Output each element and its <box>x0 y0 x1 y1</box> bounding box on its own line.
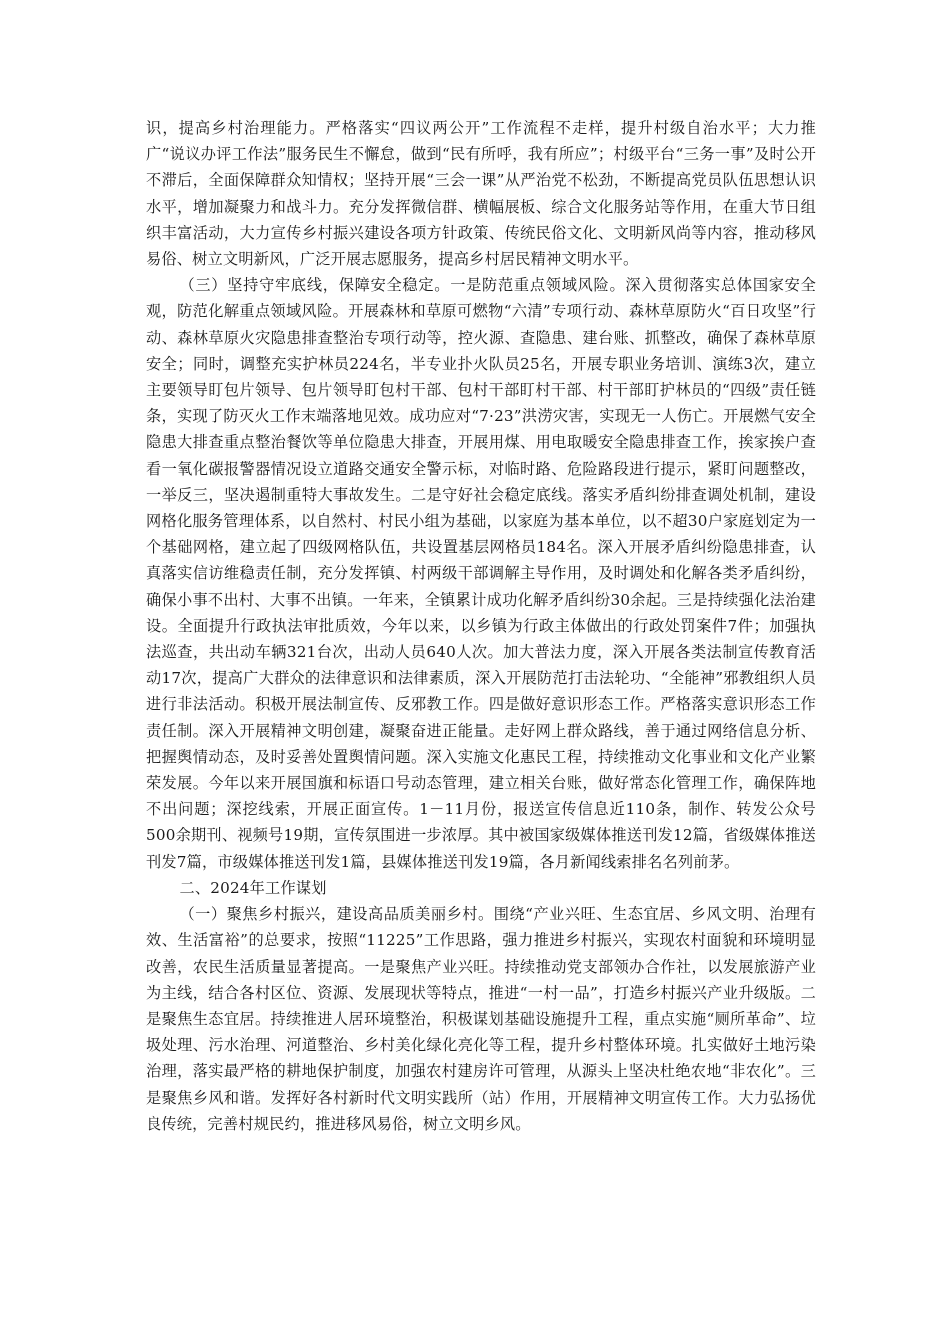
paragraph-village-governance: 识，提高乡村治理能力。严格落实“四议两公开”工作流程不走样，提升村级自治水平；大力推广“说议办评工作法”服务民生不懈怠，做到“民有所呼，我有所应”；村级平台“三务一事”及时公开不滞后，全面保障群众知情权；坚持开展“三会一课”从严治党不松劲，不断提高党员队伍思想认识水平，增加凝聚力和战斗力。充分发挥微信群、横幅展板、综合文化服务站等作用，在重大节日组织丰富活动，大力宣传乡村振兴建设各项方针政策、传统民俗文化、文明新风尚等内容，推动移风易俗、树立文明新风，广泛开展志愿服务，提高乡村居民精神文明水平。 <box>146 119 816 269</box>
document-body <box>146 115 816 1137</box>
paragraph-safety-stability: （三）坚持守牢底线，保障安全稳定。一是防范重点领域风险。深入贯彻落实总体国家安全观，防范化解重点领域风险。开展森林和草原可燃物“六清”专项行动、森林草原防火“百日攻坚”行动、森林草原火灾隐患排查整治专项行动等，控火源、查隐患、建台账、抓整改，确保了森林草原安全；同时，调整充实护林员224名，半专业扑火队员25名，开展专职业务培训、演练3次，建立主要领导盯包片领导、包片领导盯包村干部、包村干部盯村干部、村干部盯护林员的“四级”责任链条，实现了防灭火工作末端落地见效。成功应对“7·23”洪涝灾害，实现无一人伤亡。开展燃气安全隐患大排查重点整治餐饮等单位隐患大排查，开展用煤、用电取暖安全隐患排查工作，挨家挨户查看一氧化碳报警器情况设立道路交通安全警示标，对临时路、危险路段进行提示，紧盯问题整改，一举反三，坚决遏制重特大事故发生。二是守好社会稳定底线。落实矛盾纠纷排查调处机制，建设网格化服务管理体系，以自然村、村民小组为基础，以家庭为基本单位，以不超30户家庭划定为一个基础网格，建立起了四级网格队伍，共设置基层网格员184名。深入开展矛盾纠纷隐患排查，认真落实信访维稳责任制，充分发挥镇、村两级干部调解主导作用，及时调处和化解各类矛盾纠纷，确保小事不出村、大事不出镇。一年来，全镇累计成功化解矛盾纠纷30余起。三是持续强化法治建设。全面提升行政执法审批质效，今年以来，以乡镇为行政主体做出的行政处罚案件7件；加强执法巡查，共出动车辆321台次，出动人员640人次。加大普法力度，深入开展各类法制宣传教育活动17次，提高广大群众的法律意识和法律素质，深入开展防范打击法轮功、“全能神”邪教组织人员进行非法活动。积极开展法制宣传、反邪教工作。四是做好意识形态工作。严格落实意识形态工作责任制。深入开展精神文明创建，凝聚奋进正能量。走好网上群众路线，善于通过网络信息分析、把握舆情动态，及时妥善处置舆情问题。深入实施文化惠民工程，持续推动文化事业和文化产业繁荣发展。今年以来开展国旗和标语口号动态管理，建立相关台账，做好常态化管理工作，确保阵地不出问题；深挖线索，开展正面宣传。1－11月份，报送宣传信息近110条，制作、转发公众号500余期刊、视频号19期，宣传氛围进一步浓厚。其中被国家级媒体推送刊发12篇，省级媒体推送刊发7篇，市级媒体推送刊发1篇，县媒体推送刊发19篇，各月新闻线索排名名列前茅。 <box>146 276 816 871</box>
paragraph-rural-revitalization: （一）聚焦乡村振兴，建设高品质美丽乡村。围绕“产业兴旺、生态宜居、乡风文明、治理有效、生活富裕”的总要求，按照“11225”工作思路，强力推进乡村振兴，实现农村面貌和环境明显改善，农民生活质量显著提高。一是聚焦产业兴旺。持续推动党支部领办合作社，以发展旅游产业为主线，结合各村区位、资源、发展现状等特点，推进“一村一品”，打造乡村振兴产业升级版。二是聚焦生态宜居。持续推进人居环境整治，积极谋划基础设施提升工程，重点实施“厕所革命”、垃圾处理、污水治理、河道整治、乡村美化绿化亮化等工程，提升乡村整体环境。扎实做好土地污染治理，落实最严格的耕地保护制度，加强农村建房许可管理，从源头上坚决杜绝农地“非农化”。三是聚焦乡风和谐。发挥好各村新时代文明实践所（站）作用，开展精神文明宣传工作。大力弘扬优良传统，完善村规民约，推进移风易俗，树立文明乡风。 <box>146 905 816 1133</box>
section-heading-2024-plan: 二、2024年工作谋划 <box>179 878 327 897</box>
